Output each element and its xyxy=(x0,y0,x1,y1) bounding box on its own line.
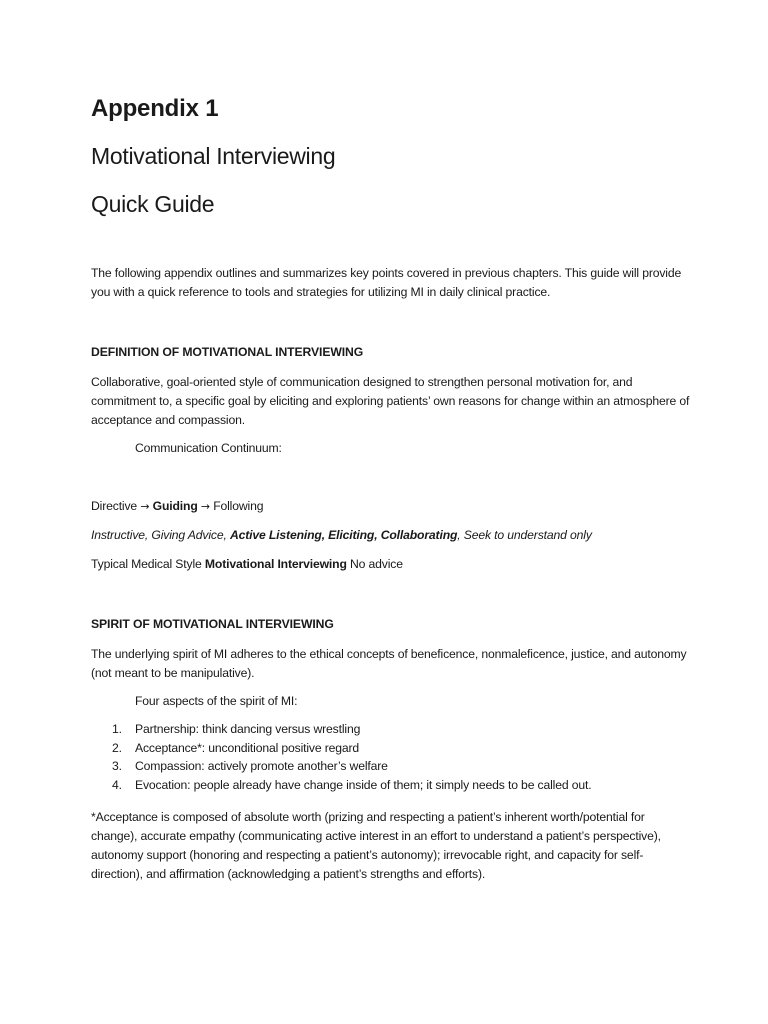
intro-paragraph: The following appendix outlines and summarizes key points covered in previous chapters. This guide will provide you with a quick reference to tools and strategies for utilizing MI in daily clinical practice. xyxy=(91,266,682,299)
spirit-paragraph: The underlying spirit of MI adheres to the ethical concepts of beneficence, nonmaleficence, justice, and autonomy (not meant to be manipulative). xyxy=(91,647,687,680)
arrow-right-icon: → xyxy=(200,500,210,513)
title-line-2: Quick Guide xyxy=(91,191,215,217)
title-line-1: Motivational Interviewing xyxy=(91,143,336,169)
acceptance-footnote: *Acceptance is composed of absolute worth (prizing and respecting a patient’s inherent worth/potential for change), accurate empathy (communicating active interest in an effort to understand a patient’s perspective), autonomy support (honoring and respecting a patient’s autonomy); irrevocable right, and capacity for self-direction), and affirmation (acknowledging a patient’s strengths and efforts). xyxy=(91,810,661,881)
spirit-heading: SPIRIT OF MOTIVATIONAL INTERVIEWING xyxy=(91,617,334,631)
name-following: No advice xyxy=(350,557,403,571)
styles-following: , Seek to understand only xyxy=(457,528,592,542)
list-item: 2. Acceptance*: unconditional positive regard xyxy=(112,740,360,755)
list-item: 3. Compassion: actively promote another’s welfare xyxy=(112,759,388,774)
styles-guiding: Active Listening, Eliciting, Collaborating xyxy=(229,528,458,542)
continuum-following: Following xyxy=(213,499,264,513)
continuum-directive: Directive xyxy=(91,499,138,513)
name-guiding: Motivational Interviewing xyxy=(204,557,347,571)
styles-row xyxy=(91,528,592,542)
names-row xyxy=(91,557,403,571)
arrow-right-icon: → xyxy=(140,500,150,513)
list-item: 4. Evocation: people already have change inside of them; it simply needs to be called out. xyxy=(112,778,592,793)
name-directive: Typical Medical Style xyxy=(91,557,202,571)
continuum-row xyxy=(91,499,263,513)
aspects-label: Four aspects of the spirit of MI: xyxy=(135,694,298,708)
definition-paragraph: Collaborative, goal-oriented style of communication designed to strengthen personal motivation for, and commitment to, a specific goal by eliciting and exploring patients’ own reasons for change within an atmosphere of acceptance and compassion. xyxy=(91,375,690,427)
appendix-heading: Appendix 1 xyxy=(91,95,219,122)
list-item: 1. Partnership: think dancing versus wrestling xyxy=(112,722,361,736)
continuum-label: Communication Continuum: xyxy=(135,441,282,455)
definition-heading: DEFINITION OF MOTIVATIONAL INTERVIEWING xyxy=(91,345,364,359)
styles-directive: Instructive, Giving Advice, xyxy=(91,528,227,542)
aspects-list xyxy=(91,720,591,795)
continuum-guiding: Guiding xyxy=(152,499,198,513)
